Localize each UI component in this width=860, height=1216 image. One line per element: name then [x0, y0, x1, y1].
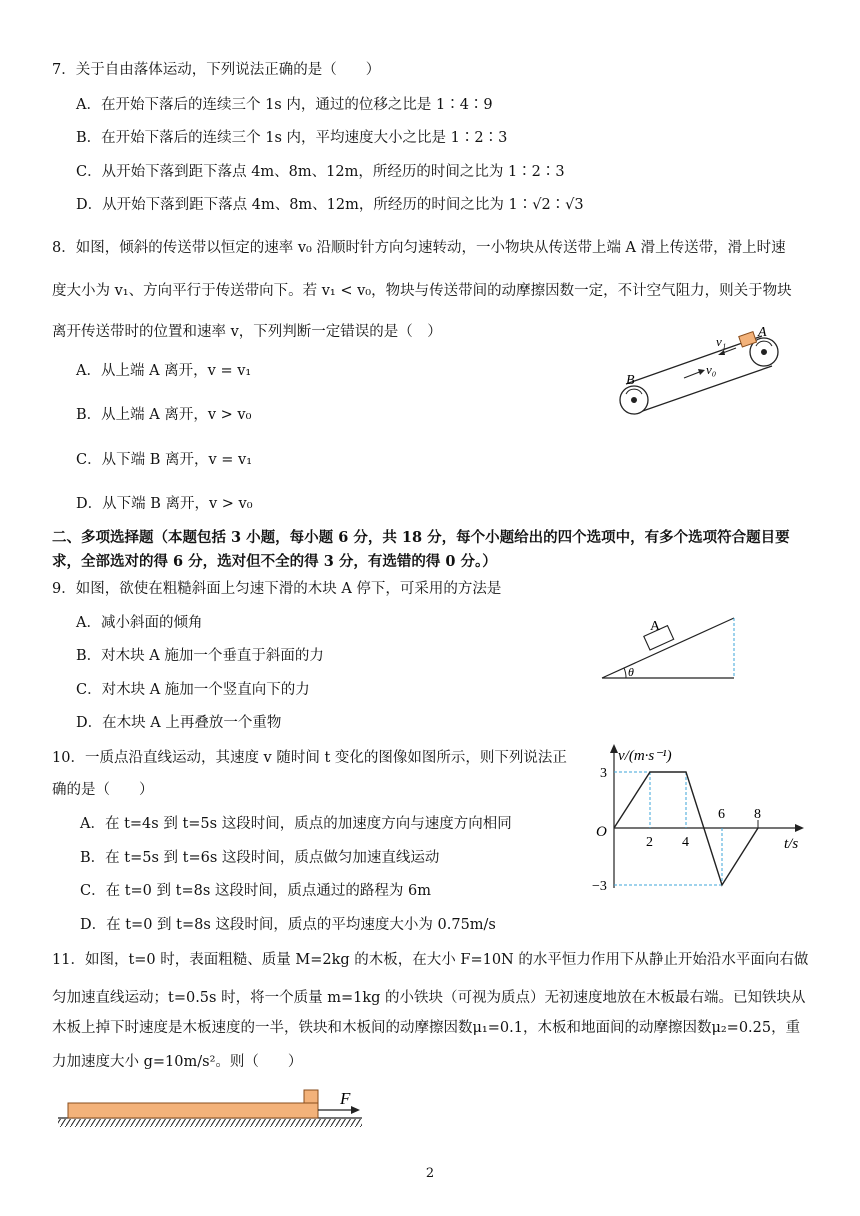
- plank-diagram: [56, 1086, 368, 1136]
- q8-option-a: A．从上端 A 离开，v = v₁: [76, 363, 252, 379]
- label-a: A: [758, 326, 767, 340]
- conveyor-belt-diagram: [612, 326, 792, 426]
- q7-option-b: B．在开始下落后的连续三个 1s 内，平均速度大小之比是 1∶2∶3: [76, 130, 508, 146]
- q8-option-b: B．从上端 A 离开，v > v₀: [76, 407, 252, 423]
- tick-x-4: 4: [682, 835, 689, 850]
- q10-stem-line1: 10．一质点沿直线运动，其速度 v 随时间 t 变化的图像如图所示，则下列说法正: [52, 750, 567, 766]
- q9-option-d: D．在木块 A 上再叠放一个重物: [76, 715, 282, 731]
- q8-stem-line2: 度大小为 v₁、方向平行于传送带向下。若 v₁ < v₀，物块与传送带间的动摩擦因数一定，不计空气阻力，则关于物块: [52, 283, 792, 299]
- q10-option-d: D．在 t=0 到 t=8s 这段时间，质点的平均速度大小为 0.75m/s: [80, 917, 496, 933]
- tick-x-8: 8: [754, 807, 761, 822]
- tick-x-2: 2: [646, 835, 653, 850]
- section2-heading-line1: 二、多项选择题（本题包括 3 小题，每小题 6 分，共 18 分，每个小题给出的四个选项中，有多个选项符合题目要: [52, 529, 790, 546]
- q10-option-b: B．在 t=5s 到 t=6s 这段时间，质点做匀加速直线运动: [80, 850, 440, 866]
- label-block-a: A: [650, 619, 661, 634]
- q7-option-c: C．从开始下落到距下落点 4m、8m、12m，所经历的时间之比为 1∶2∶3: [76, 164, 565, 180]
- tick-x-6: 6: [718, 807, 725, 822]
- q11-stem-line1: 11．如图，t=0 时，表面粗糙、质量 M=2kg 的木板，在大小 F=10N 的水平恒力作用下从静止开始沿水平面向右做: [52, 952, 809, 968]
- q9-option-b: B．对木块 A 施加一个垂直于斜面的力: [76, 648, 324, 664]
- q7-option-a: A．在开始下落后的连续三个 1s 内，通过的位移之比是 1∶4∶9: [76, 97, 493, 113]
- q7-option-d: D．从开始下落到距下落点 4m、8m、12m，所经历的时间之比为 1∶√2∶√3: [76, 197, 584, 213]
- tick-y-neg3: −3: [592, 879, 607, 894]
- q11-stem-line3: 木板上掉下时速度是木板速度的一半，铁块和木板间的动摩擦因数μ₁=0.1，木板和地面间的动摩擦因数μ₂=0.25，重: [52, 1020, 801, 1036]
- incline-diagram: [598, 608, 748, 684]
- q10-stem-line2: 确的是（ ）: [52, 782, 154, 798]
- q8-stem-line3: 离开传送带时的位置和速率 v，下列判断一定错误的是（ ）: [52, 324, 442, 340]
- q11-stem-line2: 匀加速直线运动；t=0.5s 时，将一个质量 m=1kg 的小铁块（可视为质点）无初速度地放在木板最右端。已知铁块从: [52, 990, 806, 1006]
- label-f: F: [340, 1089, 351, 1108]
- label-theta: θ: [628, 665, 634, 679]
- q7-stem: 7．关于自由落体运动，下列说法正确的是（ ）: [52, 62, 381, 78]
- velocity-time-graph: [588, 740, 806, 900]
- q8-option-d: D．从下端 B 离开，v > v₀: [76, 496, 253, 512]
- q9-option-a: A．减小斜面的倾角: [76, 615, 203, 631]
- q9-option-c: C．对木块 A 施加一个竖直向下的力: [76, 682, 310, 698]
- q10-option-c: C．在 t=0 到 t=8s 这段时间，质点通过的路程为 6m: [80, 883, 431, 899]
- q11-stem-line4: 力加速度大小 g=10m/s²。则（ ）: [52, 1054, 303, 1070]
- origin-label: O: [596, 824, 607, 840]
- q8-option-c: C．从下端 B 离开，v = v₁: [76, 452, 253, 468]
- q9-stem: 9．如图，欲使在粗糙斜面上匀速下滑的木块 A 停下，可采用的方法是: [52, 581, 502, 597]
- page-number: 2: [425, 1166, 435, 1181]
- q10-option-a: A．在 t=4s 到 t=5s 这段时间，质点的加速度方向与速度方向相同: [80, 816, 512, 832]
- plank: [68, 1103, 318, 1118]
- x-axis-label: t/s: [784, 836, 799, 852]
- section2-heading-line2: 求，全部选对的得 6 分，选对但不全的得 3 分，有选错的得 0 分。）: [52, 553, 497, 570]
- y-axis-label: v/(m·s⁻¹): [618, 748, 672, 764]
- iron-block: [304, 1090, 318, 1103]
- tick-y-3: 3: [600, 766, 607, 781]
- label-b: B: [626, 373, 635, 388]
- label-v1: v₁: [716, 334, 727, 349]
- label-v0: v₀: [706, 362, 717, 377]
- q8-stem-line1: 8．如图，倾斜的传送带以恒定的速率 v₀ 沿顺时针方向匀速转动，一小物块从传送带上端 A 滑上传送带，滑上时速: [52, 240, 786, 256]
